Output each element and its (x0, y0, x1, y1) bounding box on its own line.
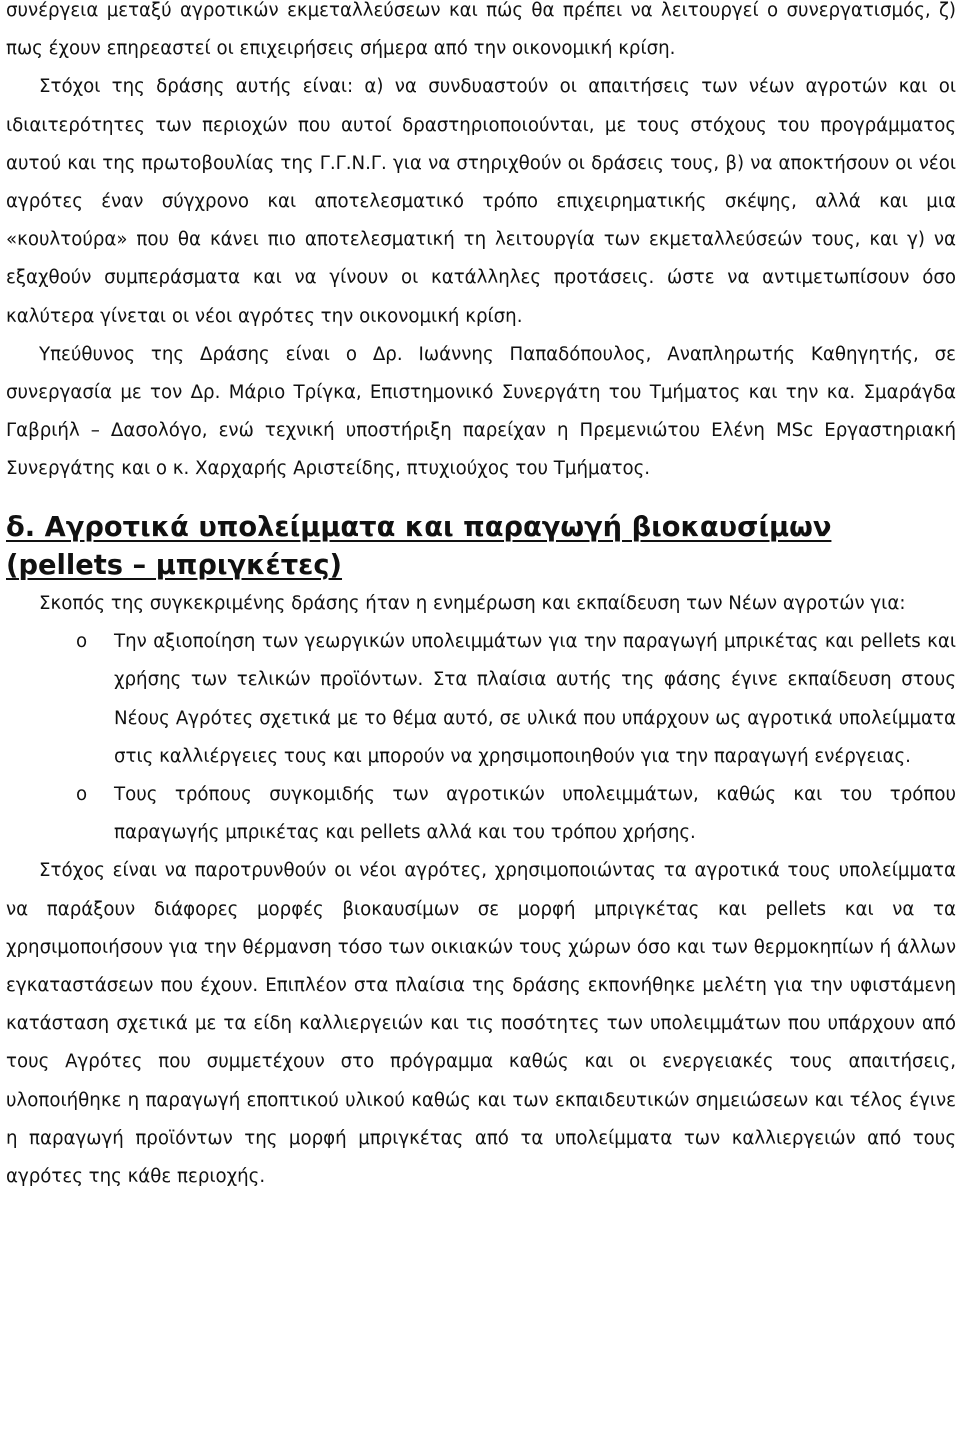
bullet-icon: o (76, 784, 88, 806)
bullet-list (6, 623, 956, 852)
section-spacer (6, 489, 956, 509)
document-page (6, 0, 956, 1196)
bullet-icon: o (76, 631, 88, 653)
list-item-text: Τους τρόπους συγκομιδής των αγροτικών υπολειμμάτων, καθώς και του τρόπου παραγωγής μπρικέτας και pellets αλλά και του τρόπου χρήσης. (114, 784, 956, 844)
paragraph-objective: Στόχος είναι να παροτρυνθούν οι νέοι αγρότες, χρησιμοποιώντας τα αγροτικά τους υπολείμματα να παράξουν διάφορες μορφές βιοκαυσίμων σε μορφή μπριγκέτας και pellets και να τα χρησιμοποιήσουν για την θέρμανση τόσο των οικιακών τους χώρων όσο και των θερμοκηπίων ή άλλων εγκαταστάσεων που έχουν. Επιπλέον στα πλαίσια της δράσης εκπονήθηκε μελέτη για την υφιστάμενη κατάσταση σχετικά με τα είδη καλλιεργειών και τις ποσότητες των υπολειμμάτων που υπάρχουν από τους Αγρότες που συμμετέχουν στο πρόγραμμα καθώς και οι ενεργειακές τους απαιτήσεις, υλοποιήθηκε η παραγωγή εποπτικού υλικού καθώς και των εκπαιδευτικών σημειώσεων και τέλος έγινε η παραγωγή προϊόντων της μορφή μπριγκέτας από τα υπολείμματα των καλλιεργειών από τους αγρότες της κάθε περιοχής. (6, 860, 956, 1188)
paragraph-responsible: Υπεύθυνος της Δράσης είναι ο Δρ. Ιωάννης Παπαδόπουλος, Αναπληρωτής Καθηγητής, σε συνεργασία με τον Δρ. Μάριο Τρίγκα, Επιστημονικό Συνεργάτη του Τμήματος και την κα. Σμαράγδα Γαβριήλ – Δασολόγο, ενώ τεχνική υποστήριξη παρείχαν η Πρεμενιώτου Ελένη MSc Εργαστηριακή Συνεργάτης και ο κ. Χαρχαρής Αριστείδης, πτυχιούχος του Τμήματος. (6, 343, 956, 480)
paragraph-goals: Στόχοι της δράσης αυτής είναι: α) να συνδυαστούν οι απαιτήσεις των νέων αγροτών και οι ιδιαιτερότητες των περιοχών που αυτοί δραστηριοποιούνται, με τους στόχους του προγράμματος αυτού και της πρωτοβουλίας της Γ.Γ.Ν.Γ. για να στηριχθούν οι δράσεις τους, β) να αποκτήσουν οι νέοι αγρότες έναν σύγχρονο και αποτελεσματικό τρόπο επιχειρηματικής σκέψης, αλλά και μια «κουλτούρα» που θα κάνει πιο αποτελεσματική τη λειτουργία των εκμεταλλεύσεών τους, και γ) να εξαχθούν συμπεράσματα και να γίνουν οι κατάλληλες προτάσεις. ώστε να αντιμετωπίσουν όσο καλύτερα γίνεται οι νέοι αγρότες την οικονομική κρίση. (6, 76, 956, 327)
section-intro: Σκοπός της συγκεκριμένης δράσης ήταν η ενημέρωση και εκπαίδευση των Νέων αγροτών για: (39, 593, 906, 615)
list-item (6, 776, 956, 852)
section-heading: δ. Αγροτικά υπολείμματα και παραγωγή βιοκαυσίμων (pellets – μπριγκέτες) (6, 511, 832, 581)
list-item-text: Την αξιοποίηση των γεωργικών υπολειμμάτων για την παραγωγή μπρικέτας και pellets και χρήσης των τελικών προϊόντων. Στα πλαίσια αυτής της φάσης έγινε εκπαίδευση στους Νέους Αγρότες σχετικά με το θέμα αυτό, σε υλικά που υπάρχουν ως αγροτικά υπολείμματα στις καλλιέργειες τους και μπορούν να χρησιμοποιηθούν για την παραγωγή ενέργειας. (114, 631, 956, 767)
document-body (6, 0, 956, 1196)
list-item (6, 623, 956, 776)
paragraph-continued: συνέργεια μεταξύ αγροτικών εκμεταλλεύσεων και πώς θα πρέπει να λειτουργεί ο συνεργατισμός, ζ) πως έχουν επηρεαστεί οι επιχειρήσεις σήμερα από την οικονομική κρίση. (6, 0, 956, 60)
